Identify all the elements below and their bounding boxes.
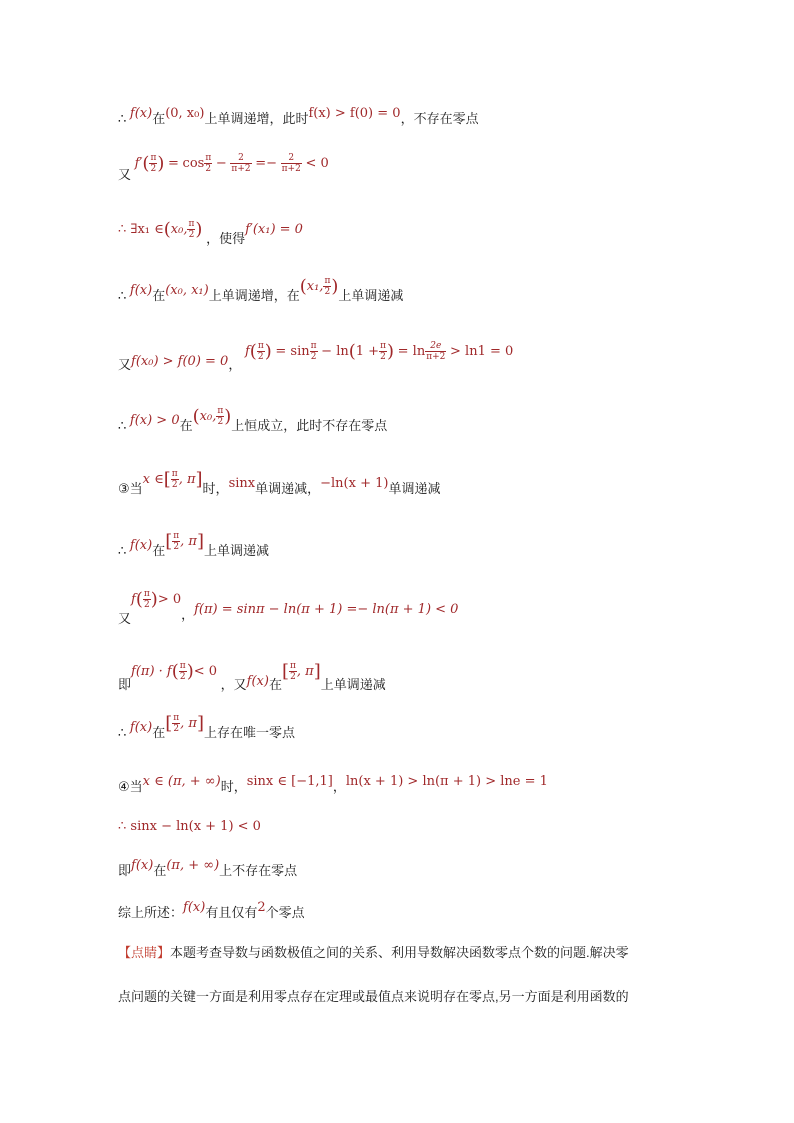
numerator: 2 [281,153,302,164]
math-ln: −ln(x + 1) [320,476,389,491]
math-pi: , π [296,664,314,679]
note-text: 本题考查导数与函数极值之间的关系、利用导数解决函数零点个数的问题.解决零 [170,945,629,960]
numerator: π [150,153,157,164]
fraction [310,341,318,362]
numerator: π [257,341,264,352]
paren: ( [299,276,307,298]
text: 上单调递减 [204,543,270,558]
bracket: [ [281,661,289,683]
line-14 [118,860,297,879]
numerator: π [171,469,178,480]
text: 在 [152,288,166,303]
math-ln: − ln [321,344,349,359]
numerator: π [217,406,224,417]
numerator: π [143,589,150,600]
numerator: π [179,661,186,672]
numerator: π [324,276,331,287]
text: 又 [118,167,132,182]
therefore-symbol: ∴ [118,543,130,558]
denominator: π+2 [281,164,301,175]
math-equal: = [168,156,179,171]
text: 在 [268,677,282,692]
note-paragraph [118,942,678,964]
paren: ( [142,153,150,175]
bracket: ] [196,713,204,735]
bracket: [ [165,713,173,735]
denominator: 2 [290,672,296,683]
denominator: 2 [143,600,150,611]
math-lt: < 0 [305,156,329,171]
text: 个零点 [265,905,305,920]
denominator: 2 [380,352,386,363]
denominator: 2 [310,352,317,363]
denominator: 2 [173,724,180,735]
text: 又 [118,611,132,626]
math-cos: cos [182,156,205,171]
line-2 [118,152,329,182]
math-ln: = ln [397,344,426,359]
paren: ) [150,589,158,611]
math-gt: > 0 [157,592,182,607]
numerator: π [205,153,212,164]
math-exists: ∴ ∃x₁ ∈ [118,222,164,237]
fraction [204,153,212,174]
therefore-symbol: ∴ [118,725,130,740]
bracket: ] [195,469,203,491]
math-fx: f(x) [129,720,153,735]
denominator: 2 [179,672,186,683]
math-minus: − [215,156,227,171]
fraction [171,469,179,490]
math-product: f(π) · f [131,664,172,679]
line-3 [118,218,303,246]
paren: ) [157,153,165,175]
math-x-in: x ∈ [142,472,164,487]
text: 单调递减 [388,481,441,496]
text: 上不存在零点 [219,863,298,878]
denominator: 2 [205,164,212,175]
math-gt: > ln1 = 0 [450,344,514,359]
fraction [289,661,297,682]
math-inequality: f(x) > 0 [129,413,180,428]
text: 有且仅有 [205,905,258,920]
math-expr: ∴ sinx − ln(x + 1) < 0 [118,819,261,834]
math-inequality: f(x) > f(0) = 0 [308,106,401,121]
math-equal-minus: =− [255,156,278,171]
paren: ( [348,341,356,363]
line-8 [118,531,270,562]
math-sin-range: sinx ∈ [−1,1] [246,774,333,789]
fraction [425,341,446,362]
math-fx: f(x) [129,106,153,121]
paren: ( [163,219,171,241]
text: ， [228,357,242,372]
denominator: 2 [150,164,157,175]
numerator: 2 [230,153,251,164]
numerator: π [173,531,180,542]
paren: ( [192,406,200,428]
numerator: π [173,713,180,724]
numerator: π [188,219,195,230]
paren: ( [171,661,179,683]
math-x0: x₀, [170,222,188,237]
math-f: f [131,592,136,607]
math-x-in: x ∈ (π, + ∞) [142,774,221,789]
numerator: π [380,341,386,352]
therefore-symbol: ∴ [118,111,130,126]
text: 上单调递减 [338,288,404,303]
fraction [230,153,251,174]
math-x1: x₁, [306,279,324,294]
bracket: [ [163,469,171,491]
text: 时， [202,481,229,496]
bracket: ] [196,531,204,553]
note-paragraph-2 [118,986,678,1005]
paren: ) [264,341,272,363]
math-inequality: f(x₀) > f(0) = 0 [131,354,229,369]
fraction [143,589,151,610]
line-4 [118,276,404,307]
math-pi: , π [180,534,197,549]
numerator: π [290,661,296,672]
fraction [172,531,180,552]
text: 在 [152,543,166,558]
text: ，使得 [206,231,246,246]
fraction [179,661,187,682]
line-9 [118,589,459,626]
math-fprime: f′ [134,156,143,171]
case-label: ③当 [118,481,143,496]
denominator: 2 [173,542,180,553]
math-interval: (π, + ∞) [166,858,220,873]
numerator: 2e [425,341,446,352]
math-expr: f(π) = sinπ − ln(π + 1) =− ln(π + 1) < 0 [194,602,459,617]
math-fx: f(x) [129,283,153,298]
text: 即 [118,677,132,692]
therefore-symbol: ∴ [118,418,130,433]
text: 在 [179,418,193,433]
therefore-symbol: ∴ [118,288,130,303]
line-6 [118,406,388,437]
paren: ) [195,219,203,241]
math-one-plus: 1 + [355,344,380,359]
line-13 [118,818,261,834]
text: ，又 [220,677,247,692]
numerator: π [310,341,317,352]
math-interval: (0, x₀) [165,106,205,121]
text: 上单调递增，此时 [204,111,309,126]
math-ln-chain: ln(x + 1) > ln(π + 1) > lne = 1 [345,774,548,789]
math-fx: f(x) [246,674,269,689]
math-pi: , π [178,472,196,487]
text: 单调递减， [255,481,321,496]
text: 又 [118,357,132,372]
denominator: 2 [188,230,195,241]
fraction [257,341,265,362]
denominator: 2 [217,417,224,428]
line-11 [118,713,296,744]
denominator: 2 [324,287,331,298]
denominator: π+2 [426,352,446,363]
text: 上存在唯一零点 [204,725,296,740]
text: ， [332,779,346,794]
denominator: 2 [171,480,178,491]
fraction [172,713,180,734]
line-12 [118,776,548,795]
line-1 [118,108,479,127]
math-expr: f′(x₁) = 0 [245,222,303,237]
paren: ) [186,661,194,683]
text: 上恒成立，此时不存在零点 [231,418,388,433]
note-text: 点问题的关键一方面是利用零点存在定理或最值点来说明存在零点,另一方面是利用函数的 [118,989,629,1004]
math-interval: (x₀, x₁) [165,283,209,298]
math-lt: < 0 [193,664,218,679]
bracket: ] [313,661,321,683]
paren: ) [224,406,232,428]
text: 上单调递增，在 [208,288,300,303]
bracket: [ [165,531,173,553]
math-fx: f(x) [131,858,154,873]
text: 在 [152,111,166,126]
fraction [281,153,302,174]
denominator: 2 [257,352,264,363]
math-sin: sinx [228,476,256,491]
denominator: π+2 [231,164,251,175]
math-sin: = sin [275,344,310,359]
math-pi: , π [180,716,197,731]
paren: ) [386,341,395,363]
math-x0: x₀, [199,409,217,424]
math-fx: f(x) [129,538,153,553]
text: ， [181,607,195,622]
text: ，不存在零点 [400,111,479,126]
text: 时， [220,779,247,794]
text: 综上所述： [118,905,184,920]
paren: ) [331,276,339,298]
text: 上单调递减 [320,677,386,692]
paren: ( [135,589,143,611]
line-10 [118,660,386,692]
text: 在 [153,863,167,878]
text: 即 [118,863,132,878]
paren: ( [249,341,257,363]
line-7 [118,469,441,500]
math-f: f [244,344,250,359]
text: 在 [152,725,166,740]
line-5 [118,340,514,372]
case-label: ④当 [118,779,143,794]
line-15 [118,902,305,921]
note-tag: 【点睛】 [118,945,171,960]
fraction [379,341,387,362]
math-number: 2 [257,900,266,915]
math-fx: f(x) [183,900,206,915]
